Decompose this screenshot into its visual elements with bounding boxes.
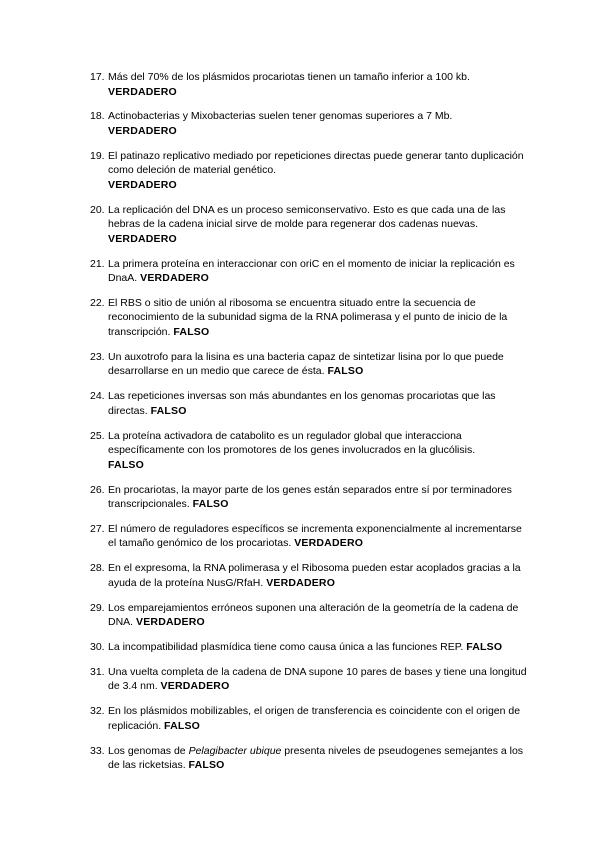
question-text: En los plásmidos mobilizables, el origen de transferencia es coincidente con el origen de replicación. bbox=[108, 705, 521, 732]
question-item bbox=[90, 296, 530, 340]
answer-label: VERDADERO bbox=[294, 537, 364, 550]
question-number: 33. bbox=[90, 744, 105, 757]
question-item bbox=[90, 203, 530, 247]
answer-label: FALSO bbox=[164, 719, 201, 732]
answer-label: FALSO bbox=[150, 404, 187, 417]
question-item bbox=[90, 350, 530, 379]
question-number: 25. bbox=[90, 429, 105, 442]
answer-label: VERDADERO bbox=[266, 576, 336, 589]
question-number: 26. bbox=[90, 483, 105, 496]
question-text: Actinobacterias y Mixobacterias suelen tener genomas superiores a 7 Mb. bbox=[108, 110, 453, 123]
question-text: El RBS o sitio de unión al ribosoma se encuentra situado entre la secuencia de reconocimiento de la subunidad sigma de la RNA polimerasa y el punto de inicio de la transcripción. bbox=[108, 296, 508, 338]
question-number: 30. bbox=[90, 641, 105, 654]
question-number: 28. bbox=[90, 562, 105, 575]
answer-label: VERDADERO bbox=[108, 124, 177, 137]
question-number: 20. bbox=[90, 203, 105, 216]
answer-label: VERDADERO bbox=[108, 232, 177, 245]
question-text-start: Los genomas de bbox=[108, 744, 189, 757]
question-text: Los emparejamientos erróneos suponen una alteración de la geometría de la cadena de DNA. bbox=[108, 601, 519, 629]
question-text: Más del 70% de los plásmidos procariotas tienen un tamaño inferior a 100 kb. bbox=[108, 71, 470, 83]
question-text: Las repeticiones inversas son más abundantes en los genomas procariotas que las directas. bbox=[108, 390, 496, 417]
question-item bbox=[90, 704, 530, 733]
question-item bbox=[90, 601, 530, 630]
question-item bbox=[90, 483, 530, 512]
answer-label: FALSO bbox=[173, 325, 210, 338]
answer-label: FALSO bbox=[188, 759, 225, 772]
answer-label: FALSO bbox=[108, 458, 145, 471]
question-text: La replicación del DNA es un proceso semiconservativo. Esto es que cada una de las hebras de la cadena inicial sirve de molde para regenerar dos cadenas nuevas. bbox=[108, 203, 506, 231]
question-text: En procariotas, la mayor parte de los genes están separados entre sí por terminadores transcripcionales. bbox=[108, 483, 512, 511]
question-number: 22. bbox=[90, 296, 105, 309]
question-text: La primera proteína en interaccionar con oriC en el momento de iniciar la replicación es DnaA. bbox=[108, 257, 515, 285]
answer-label: VERDADERO bbox=[108, 85, 177, 98]
question-text: Una vuelta completa de la cadena de DNA supone 10 pares de bases y tiene una longitud de 3.4 nm. bbox=[108, 665, 527, 693]
answer-label: FALSO bbox=[327, 365, 364, 378]
question-item bbox=[90, 665, 530, 694]
question-text: El número de reguladores específicos se incrementa exponencialmente al incrementarse el tamaño genómico de los procariotas. bbox=[108, 522, 522, 550]
answer-label: FALSO bbox=[192, 498, 229, 511]
question-item bbox=[90, 149, 530, 193]
question-number: 18. bbox=[90, 110, 105, 123]
question-text: La incompatibilidad plasmídica tiene como causa única a las funciones REP. bbox=[108, 641, 464, 654]
question-item bbox=[90, 522, 530, 551]
question-number: 23. bbox=[90, 350, 105, 363]
question-list bbox=[90, 70, 530, 783]
question-item bbox=[90, 389, 530, 418]
question-number: 24. bbox=[90, 390, 105, 403]
question-text: Un auxotrofo para la lisina es una bacteria capaz de sintetizar lisina por lo que puede desarrollarse en un medio que carece de ésta. bbox=[108, 350, 504, 378]
question-item bbox=[90, 70, 530, 99]
question-number: 29. bbox=[90, 601, 105, 614]
question-text-end: presenta niveles de pseudogenes semejantes a los de las ricketsias. bbox=[108, 744, 524, 772]
question-text bbox=[108, 745, 523, 772]
species-name: Pelagibacter ubique bbox=[188, 744, 282, 757]
answer-label: VERDADERO bbox=[140, 272, 210, 285]
question-number: 32. bbox=[90, 705, 105, 718]
answer-label: VERDADERO bbox=[108, 178, 177, 191]
question-number: 19. bbox=[90, 149, 105, 162]
question-text: La proteína activadora de catabolito es un regulador global que interacciona específicamente con los promotores de los genes involucrados en la glucólisis. bbox=[108, 429, 476, 457]
question-number: 17. bbox=[90, 71, 105, 83]
question-text: El patinazo replicativo mediado por repeticiones directas puede generar tanto duplicación como deleción de material genético. bbox=[108, 149, 524, 177]
question-number: 31. bbox=[90, 665, 105, 678]
question-item bbox=[90, 640, 530, 655]
answer-label: FALSO bbox=[466, 641, 503, 654]
question-item bbox=[90, 561, 530, 590]
question-text: En el expresoma, la RNA polimerasa y el Ribosoma pueden estar acoplados gracias a la ayuda de la proteína NusG/RfaH. bbox=[108, 562, 521, 589]
question-item bbox=[90, 257, 530, 286]
question-item bbox=[90, 109, 530, 138]
answer-label: VERDADERO bbox=[136, 616, 205, 629]
question-number: 21. bbox=[90, 257, 105, 270]
question-item bbox=[90, 429, 530, 473]
question-number: 27. bbox=[90, 522, 105, 535]
question-item bbox=[90, 744, 530, 773]
answer-label: VERDADERO bbox=[160, 680, 230, 693]
